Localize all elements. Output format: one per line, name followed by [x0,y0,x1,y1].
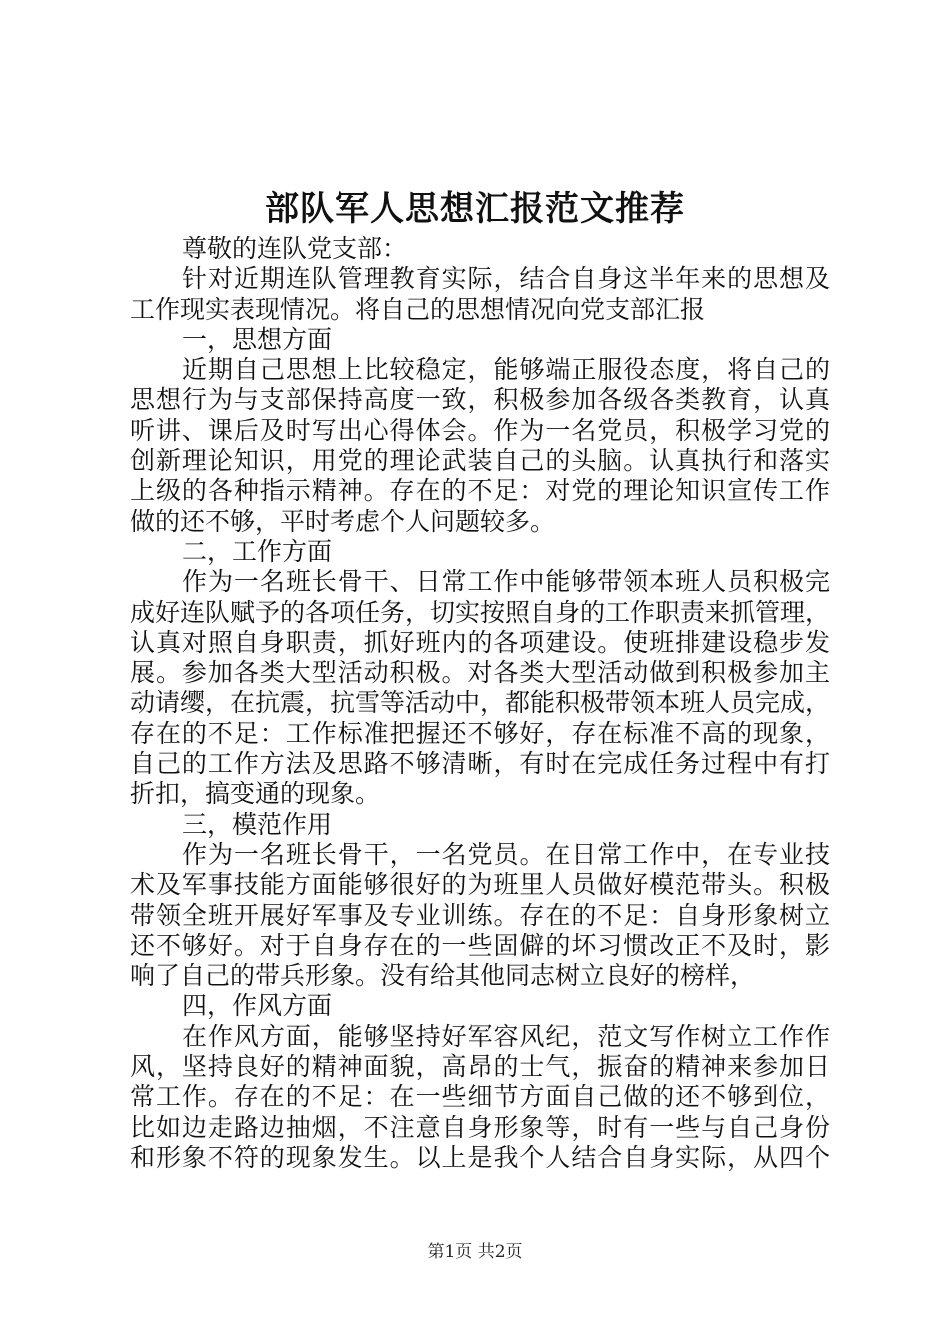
page-number: 第1页 共2页 [427,1242,523,1262]
text-line: 思想行为与支部保持高度一致，积极参加各级各类教育，认真 [130,385,830,415]
document-title: 部队军人思想汇报范文推荐 [265,189,685,229]
text-line: 近期自己思想上比较稳定，能够端正服役态度，将自己的 [182,355,830,385]
text-line: 在作风方面，能够坚持好军容风纪，范文写作树立工作作 [182,1021,830,1051]
text-line: 响了自己的带兵形象。没有给其他同志树立良好的榜样， [130,961,756,991]
text-line: 常工作。存在的不足：在一些细节方面自己做的还不够到位， [130,1082,830,1112]
text-line: 自己的工作方法及思路不够清晰，有时在完成任务过程中有打 [130,749,830,779]
text-line: 术及军事技能方面能够很好的为班里人员做好模范带头。积极 [130,870,830,900]
text-line: 工作现实表现情况。将自己的思想情况向党支部汇报 [130,294,706,324]
text-line: 针对近期连队管理教育实际，结合自身这半年来的思想及 [182,264,830,294]
text-line: 带领全班开展好军事及专业训练。存在的不足：自身形象树立 [130,900,830,930]
text-line: 作为一名班长骨干、日常工作中能够带领本班人员积极完 [182,567,830,597]
text-line: 存在的不足：工作标准把握还不够好，存在标准不高的现象， [130,718,830,748]
text-line: 上级的各种指示精神。存在的不足：对党的理论知识宣传工作 [130,476,830,506]
text-line: 还不够好。对于自身存在的一些固僻的坏习惯改正不及时，影 [130,930,830,960]
section-heading: 三，模范作用 [182,809,333,839]
text-line: 比如边走路边抽烟，不注意自身形象等，时有一些与自己身份 [130,1112,830,1142]
text-line: 认真对照自身职责，抓好班内的各项建设。使班排建设稳步发 [130,627,830,657]
text-line: 折扣，搞变通的现象。 [130,779,381,809]
text-line: 展。参加各类大型活动积极。对各类大型活动做到积极参加主 [130,658,830,688]
section-heading: 四，作风方面 [182,991,333,1021]
section-heading: 一，思想方面 [182,324,333,354]
text-line: 尊敬的连队党支部： [182,234,408,263]
section-heading: 二，工作方面 [182,536,333,566]
text-line: 动请缨，在抗震，抗雪等活动中，都能积极带领本班人员完成， [130,688,831,718]
text-line: 风，坚持良好的精神面貌，高昂的士气，振奋的精神来参加日 [130,1052,830,1082]
text-line: 做的还不够，平时考虑个人问题较多。 [130,506,556,536]
text-line: 作为一名班长骨干，一名党员。在日常工作中，在专业技 [182,839,830,869]
text-line: 成好连队赋予的各项任务，切实按照自身的工作职责来抓管理， [130,597,831,627]
text-line: 和形象不符的现象发生。以上是我个人结合自身实际，从四个 [130,1142,830,1172]
text-line: 听讲、课后及时写出心得体会。作为一名党员，积极学习党的 [130,415,830,445]
text-line: 创新理论知识，用党的理论武装自己的头脑。认真执行和落实 [130,446,830,476]
document-body [130,234,830,1173]
